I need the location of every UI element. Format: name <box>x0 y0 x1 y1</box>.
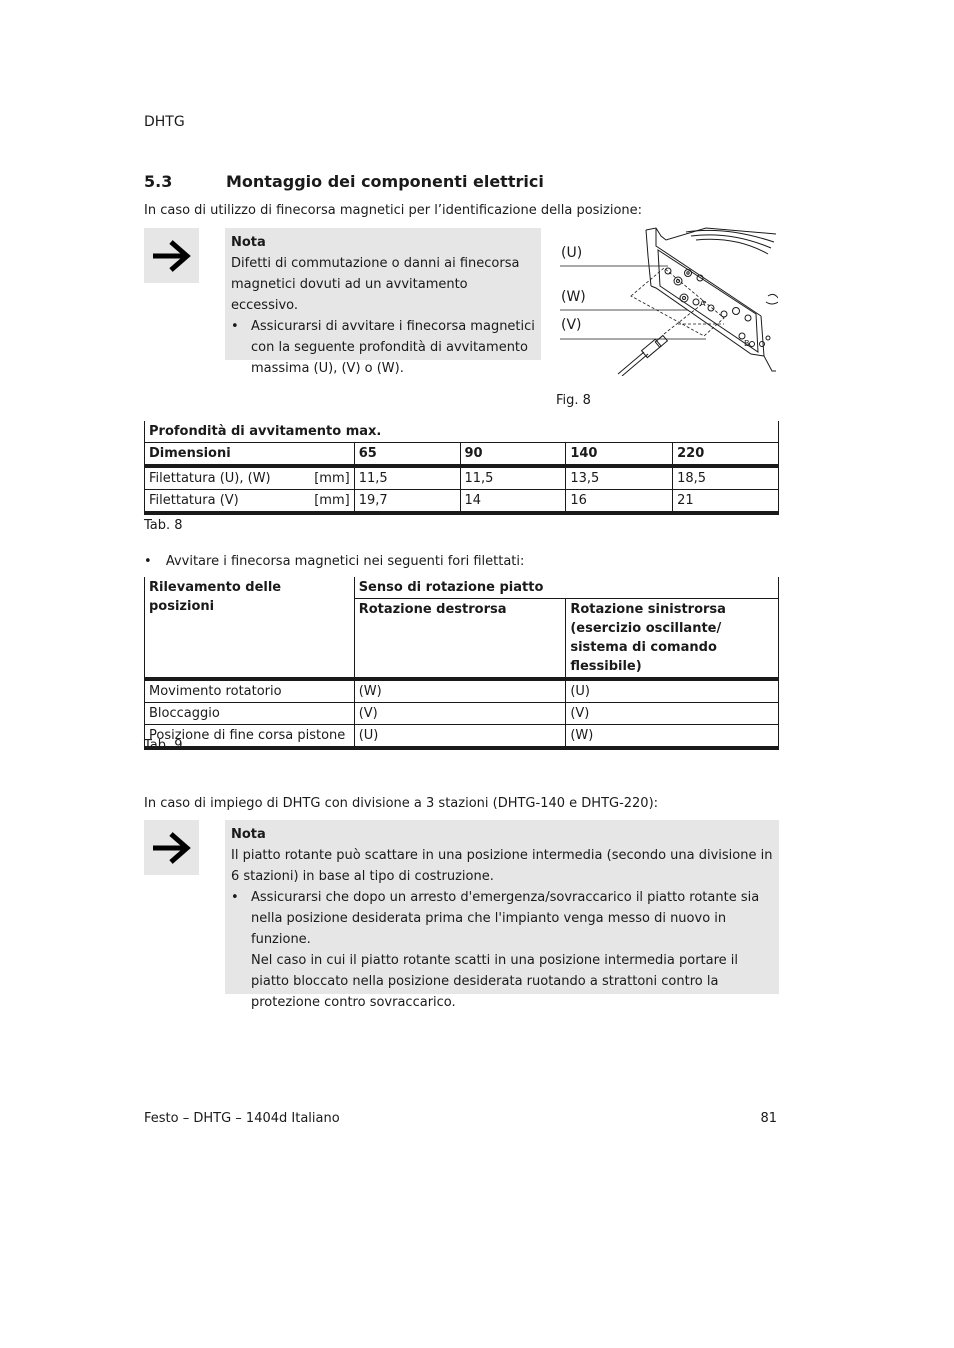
value-cell: 13,5 <box>566 466 673 490</box>
table-row <box>145 703 779 725</box>
note-text: Difetti di commutazione o danni ai finecorsa magnetici dovuti ad un avvitamento eccessivo. <box>231 256 520 313</box>
value-cell: (V) <box>566 703 779 725</box>
figure-caption: Fig. 8 <box>556 393 591 408</box>
table-row <box>145 490 779 514</box>
note-bullet-continuation: Nel caso in cui il piatto rotante scatti in una posizione intermedia portare il piatto bloccato nella posizione desiderata ruotando a strattoni contro la protezione contro sovraccarico. <box>251 953 739 1010</box>
header-line: Rotazione sinistrorsa <box>570 602 726 617</box>
row-label: Filettatura (U), (W) <box>149 471 271 486</box>
row-label: Movimento rotatorio <box>145 679 355 703</box>
value-cell: 21 <box>673 490 779 514</box>
value-cell: 18,5 <box>673 466 779 490</box>
document-code: DHTG <box>144 114 185 130</box>
row-label-cell <box>145 490 355 514</box>
header-line: sistema di comando flessibile) <box>570 640 717 674</box>
value-cell: 14 <box>460 490 566 514</box>
value-cell: 19,7 <box>354 490 460 514</box>
row-label-cell <box>145 466 355 490</box>
intro-paragraph: In caso di utilizzo di finecorsa magnetici per l’identificazione della posizione: <box>144 203 643 218</box>
value-cell: 11,5 <box>460 466 566 490</box>
value-cell: (U) <box>354 725 566 749</box>
label-v: (V) <box>561 317 582 333</box>
intro-paragraph-2: In caso di impiego di DHTG con divisione a 3 stazioni (DHTG-140 e DHTG-220): <box>144 796 659 811</box>
note-bullet <box>231 316 535 379</box>
label-u: (U) <box>561 245 583 261</box>
value-cell: (U) <box>566 679 779 703</box>
row-label: Bloccaggio <box>145 703 355 725</box>
figure-8 <box>556 226 778 376</box>
header-cell: Rilevamento delle posizioni <box>145 577 355 679</box>
bullet-icon: • <box>231 319 239 334</box>
label-w: (W) <box>561 289 586 305</box>
instruction-text: Avvitare i finecorsa magnetici nei seguenti fori filettati: <box>165 554 525 569</box>
instruction-bullet <box>144 554 524 569</box>
header-cell: 220 <box>673 443 779 467</box>
arrow-right-icon <box>151 831 193 865</box>
bullet-icon: • <box>144 554 152 569</box>
note-box <box>225 228 541 376</box>
svg-text:B: B <box>744 339 750 348</box>
table-9 <box>144 577 779 750</box>
note-title: Nota <box>231 827 266 842</box>
sensor-mounting-drawing <box>556 226 778 376</box>
header-cell: 65 <box>354 443 460 467</box>
row-label: Posizione di fine corsa pistone <box>145 725 355 749</box>
note-title: Nota <box>231 235 266 250</box>
note-text: Il piatto rotante può scattare in una posizione intermedia (secondo una divisione in 6 stazioni) in base al tipo di costruzione. <box>231 848 773 884</box>
row-unit: [mm] <box>314 471 350 486</box>
value-cell: (V) <box>354 703 566 725</box>
group-header-cell: Senso di rotazione piatto <box>354 577 778 599</box>
value-cell: 16 <box>566 490 673 514</box>
row-unit: [mm] <box>314 493 350 508</box>
value-cell: (W) <box>566 725 779 749</box>
note-bullet <box>231 887 773 950</box>
value-cell: 11,5 <box>354 466 460 490</box>
table-9-caption: Tab. 9 <box>144 738 183 753</box>
header-cell: Rotazione destrorsa <box>354 599 566 680</box>
section-title: Montaggio dei componenti elettrici <box>226 172 544 191</box>
svg-text:A: A <box>700 299 706 308</box>
header-cell: Dimensioni <box>145 443 355 467</box>
table-row <box>145 466 779 490</box>
section-number: 5.3 <box>144 172 173 191</box>
bullet-icon: • <box>231 890 239 905</box>
header-line: (esercizio oscillante/ <box>570 621 722 636</box>
note-bullet-text: Assicurarsi di avvitare i finecorsa magnetici con la seguente profondità di avvitamento massima (U), (V) o (W). <box>251 319 535 376</box>
header-cell: 90 <box>460 443 566 467</box>
table-8-caption: Tab. 8 <box>144 518 183 533</box>
note-box-2 <box>225 820 779 1010</box>
note-bullet-text: Assicurarsi che dopo un arresto d'emergenza/sovraccarico il piatto rotante sia nella posizione desiderata prima che l'impianto venga messo di nuovo in funzione. <box>251 890 760 947</box>
value-cell: (W) <box>354 679 566 703</box>
page-number: 81 <box>760 1111 777 1126</box>
note-arrow-box <box>144 820 199 875</box>
header-cell-multiline <box>566 599 779 680</box>
table-title-row <box>145 421 779 443</box>
footer-document-info: Festo – DHTG – 1404d Italiano <box>144 1111 340 1126</box>
table-header-row <box>145 443 779 467</box>
table-row <box>145 725 779 749</box>
table-title: Profondità di avvitamento max. <box>145 421 779 443</box>
table-8 <box>144 421 779 515</box>
arrow-right-icon <box>151 239 193 273</box>
table-row <box>145 679 779 703</box>
header-cell: 140 <box>566 443 673 467</box>
row-label: Filettatura (V) <box>149 493 239 508</box>
note-arrow-box <box>144 228 199 283</box>
